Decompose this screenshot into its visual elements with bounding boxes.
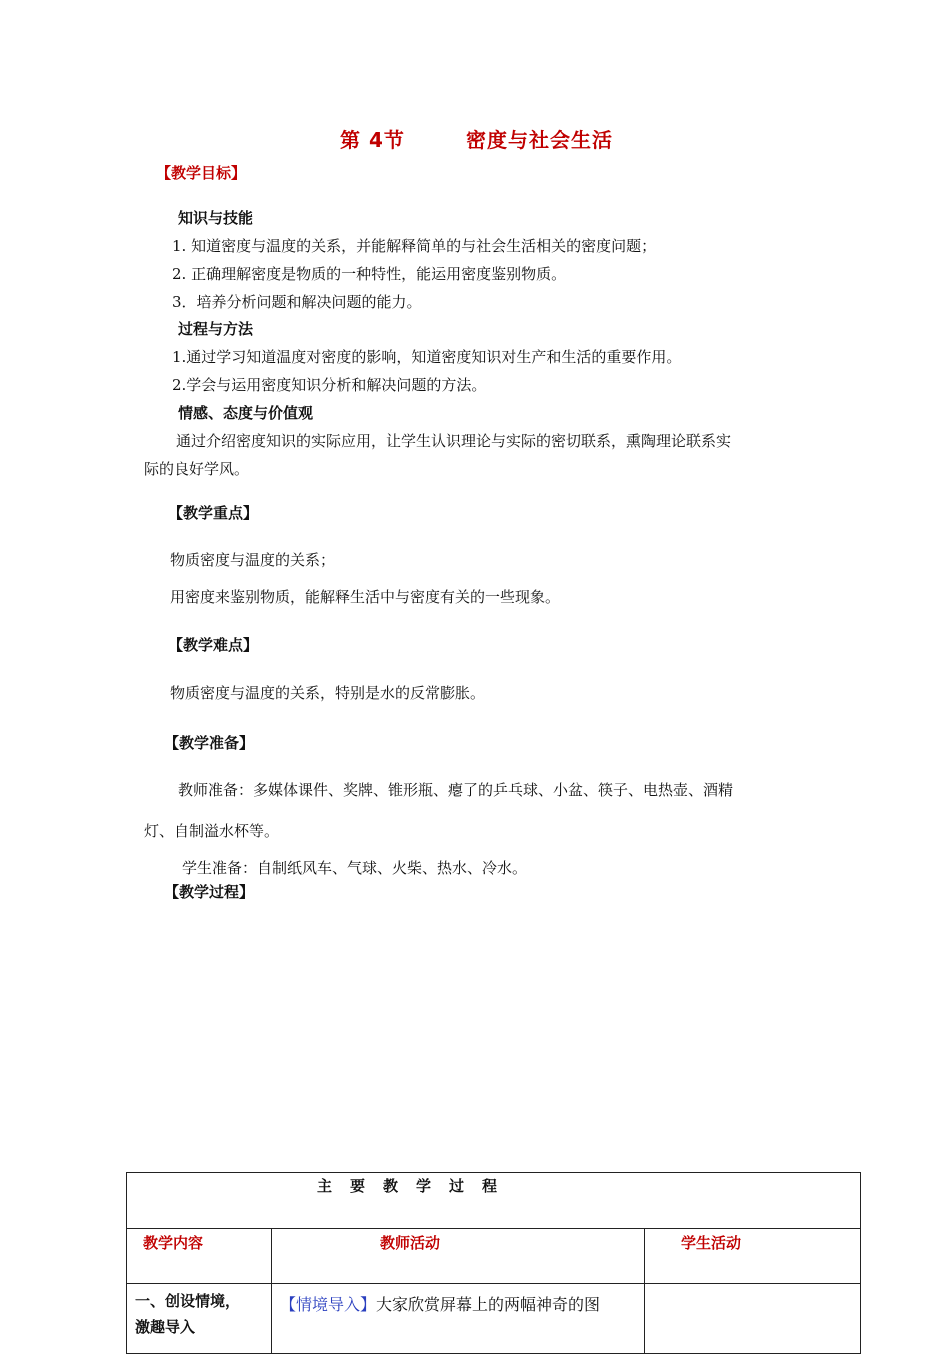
knowledge-item-3: 3．培养分析问题和解决问题的能力。 [172, 293, 422, 311]
process-item-2: 2.学会与运用密度知识分析和解决问题的方法。 [172, 376, 487, 394]
teaching-process-table [126, 1172, 861, 1354]
row1-content-cell [127, 1284, 272, 1354]
header-student-cell [645, 1229, 861, 1284]
row1-tag: 【情境导入】 [280, 1295, 377, 1314]
objectives-heading: 【教学目标】 [156, 164, 247, 182]
header-teacher-cell [272, 1229, 645, 1284]
key-point-1: 物质密度与温度的关系； [170, 551, 336, 569]
table-caption: 主要教学过程 [317, 1177, 516, 1195]
key-point-2: 用密度来鉴别物质，能解释生活中与密度有关的一些现象。 [170, 588, 561, 606]
knowledge-heading: 知识与技能 [178, 209, 254, 227]
difficulties-text: 物质密度与温度的关系，特别是水的反常膨胀。 [170, 684, 486, 702]
header-content-cell [127, 1229, 272, 1284]
table-caption-cell [127, 1173, 861, 1229]
row1-teacher-cell [272, 1284, 645, 1354]
knowledge-item-2: 2. 正确理解密度是物质的一种特性，能运用密度鉴别物质。 [172, 265, 567, 283]
section-number: 第 4节 [340, 128, 405, 152]
process-item-1: 1.通过学习知道温度对密度的影响，知道密度知识对生产和生活的重要作用。 [172, 348, 682, 366]
teacher-prep-line1: 教师准备：多媒体课件、奖牌、锥形瓶、瘪了的乒乓球、小盆、筷子、电热壶、酒精 [178, 781, 734, 799]
col-teacher-header: 教师活动 [380, 1234, 441, 1252]
key-points-heading: 【教学重点】 [168, 504, 259, 522]
preparation-heading: 【教学准备】 [164, 734, 255, 752]
col-content-header: 教学内容 [143, 1234, 204, 1252]
page-title: 密度与社会生活 [466, 128, 613, 152]
process-method-heading: 过程与方法 [178, 320, 254, 338]
row1-text: 大家欣赏屏幕上的两幅神奇的图 [376, 1295, 601, 1314]
attitude-text-line1: 通过介绍密度知识的实际应用，让学生认识理论与实际的密切联系，熏陶理论联系实 [176, 432, 732, 450]
attitude-heading: 情感、态度与价值观 [178, 404, 314, 422]
row1-content-line2: 激趣导入 [135, 1318, 196, 1336]
process-heading: 【教学过程】 [164, 883, 255, 901]
row1-content-line1: 一、创设情境， [135, 1292, 241, 1310]
col-student-header: 学生活动 [681, 1234, 742, 1252]
knowledge-item-1: 1. 知道密度与温度的关系，并能解释简单的与社会生活相关的密度问题； [172, 237, 657, 255]
difficulties-heading: 【教学难点】 [168, 636, 259, 654]
teacher-prep-line2: 灯、自制溢水杯等。 [144, 822, 280, 840]
attitude-text-line2: 际的良好学风。 [144, 460, 250, 478]
row1-student-cell [645, 1284, 861, 1354]
student-prep: 学生准备：自制纸风车、气球、火柴、热水、冷水。 [182, 859, 528, 877]
